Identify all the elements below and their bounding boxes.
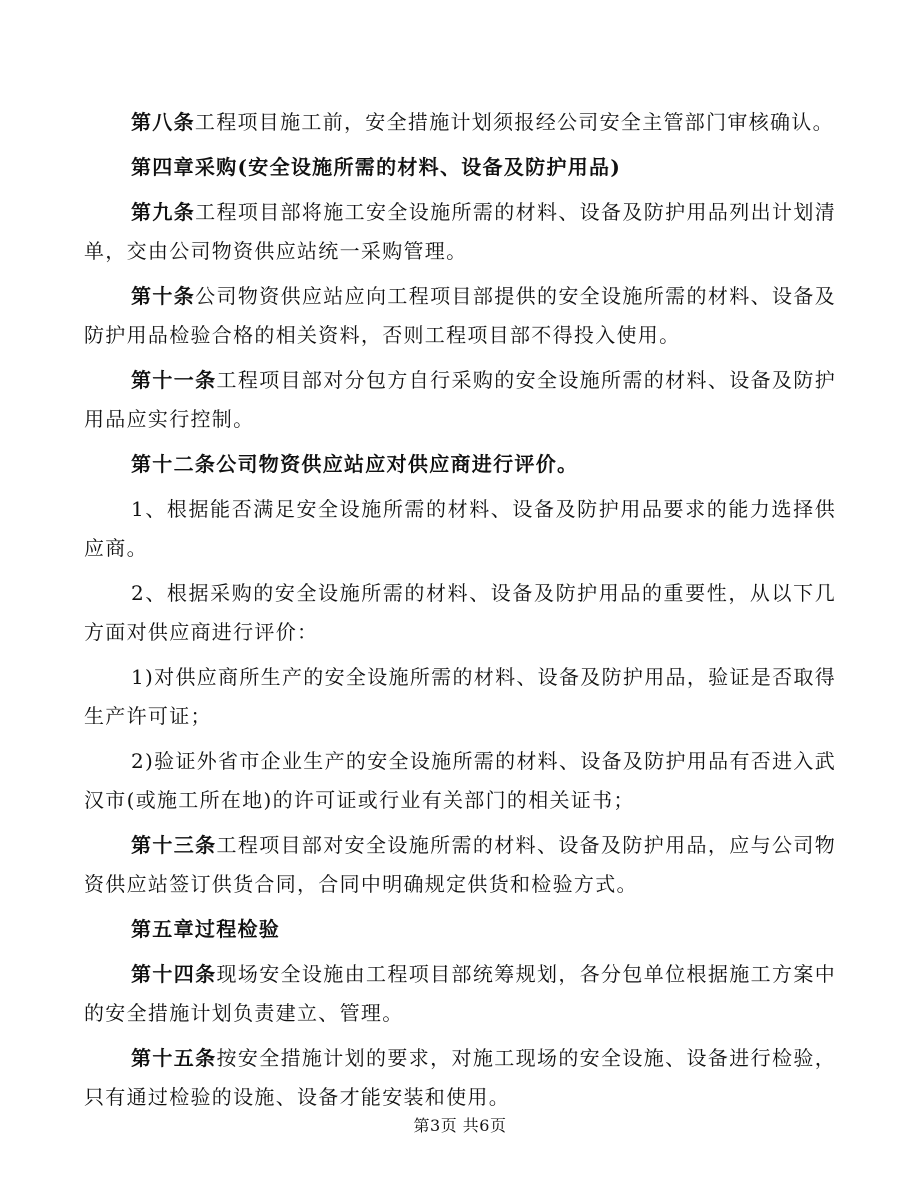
article-12-heading: 第十二条公司物资供应站应对供应商进行评价。 bbox=[131, 452, 579, 476]
item-2: 2、根据采购的安全设施所需的材料、设备及防护用品的重要性，从以下几方面对供应商进行评价： bbox=[84, 581, 836, 644]
subitem-2: 2)验证外省市企业生产的安全设施所需的材料、设备及防护用品有否进入武汉市(或施工所在地)的许可证或行业有关部门的相关证书； bbox=[84, 749, 836, 812]
page-number-footer: 第3页 共6页 bbox=[413, 1116, 507, 1135]
article-10 bbox=[84, 277, 836, 355]
chapter-4-heading: 第四章采购(安全设施所需的材料、设备及防护用品) bbox=[131, 155, 622, 179]
article-11-number: 第十一条 bbox=[131, 368, 217, 392]
document-body bbox=[84, 103, 836, 1117]
chapter-5-heading: 第五章过程检验 bbox=[131, 917, 281, 941]
article-13-number: 第十三条 bbox=[131, 833, 217, 857]
article-13 bbox=[84, 826, 836, 904]
article-15 bbox=[84, 1039, 836, 1117]
article-8 bbox=[84, 103, 836, 142]
article-14 bbox=[84, 955, 836, 1033]
article-15-text: 按安全措施计划的要求，对施工现场的安全设施、设备进行检验，只有通过检验的设施、设备才能安装和使用。 bbox=[84, 1046, 836, 1109]
article-14-text: 现场安全设施由工程项目部统筹规划，各分包单位根据施工方案中的安全措施计划负责建立、管理。 bbox=[84, 962, 836, 1025]
subitem-1: 1)对供应商所生产的安全设施所需的材料、设备及防护用品，验证是否取得生产许可证； bbox=[84, 665, 836, 728]
article-8-number: 第八条 bbox=[131, 110, 195, 134]
article-15-number: 第十五条 bbox=[131, 1046, 217, 1070]
article-14-number: 第十四条 bbox=[131, 962, 217, 986]
article-11 bbox=[84, 361, 836, 439]
article-13-text: 工程项目部对安全设施所需的材料、设备及防护用品，应与公司物资供应站签订供货合同，合同中明确规定供货和检验方式。 bbox=[84, 833, 836, 896]
article-9-text: 工程项目部将施工安全设施所需的材料、设备及防护用品列出计划清单，交由公司物资供应站统一采购管理。 bbox=[84, 200, 837, 263]
article-9-number: 第九条 bbox=[131, 200, 196, 224]
article-8-text: 工程项目施工前，安全措施计划须报经公司安全主管部门审核确认。 bbox=[194, 110, 834, 134]
item-1: 1、根据能否满足安全设施所需的材料、设备及防护用品要求的能力选择供应商。 bbox=[84, 497, 836, 560]
article-10-number: 第十条 bbox=[131, 284, 196, 308]
article-11-text: 工程项目部对分包方自行采购的安全设施所需的材料、设备及防护用品应实行控制。 bbox=[84, 368, 836, 431]
article-10-text: 公司物资供应站应向工程项目部提供的安全设施所需的材料、设备及防护用品检验合格的相关资料，否则工程项目部不得投入使用。 bbox=[84, 284, 837, 347]
article-9 bbox=[84, 193, 836, 271]
